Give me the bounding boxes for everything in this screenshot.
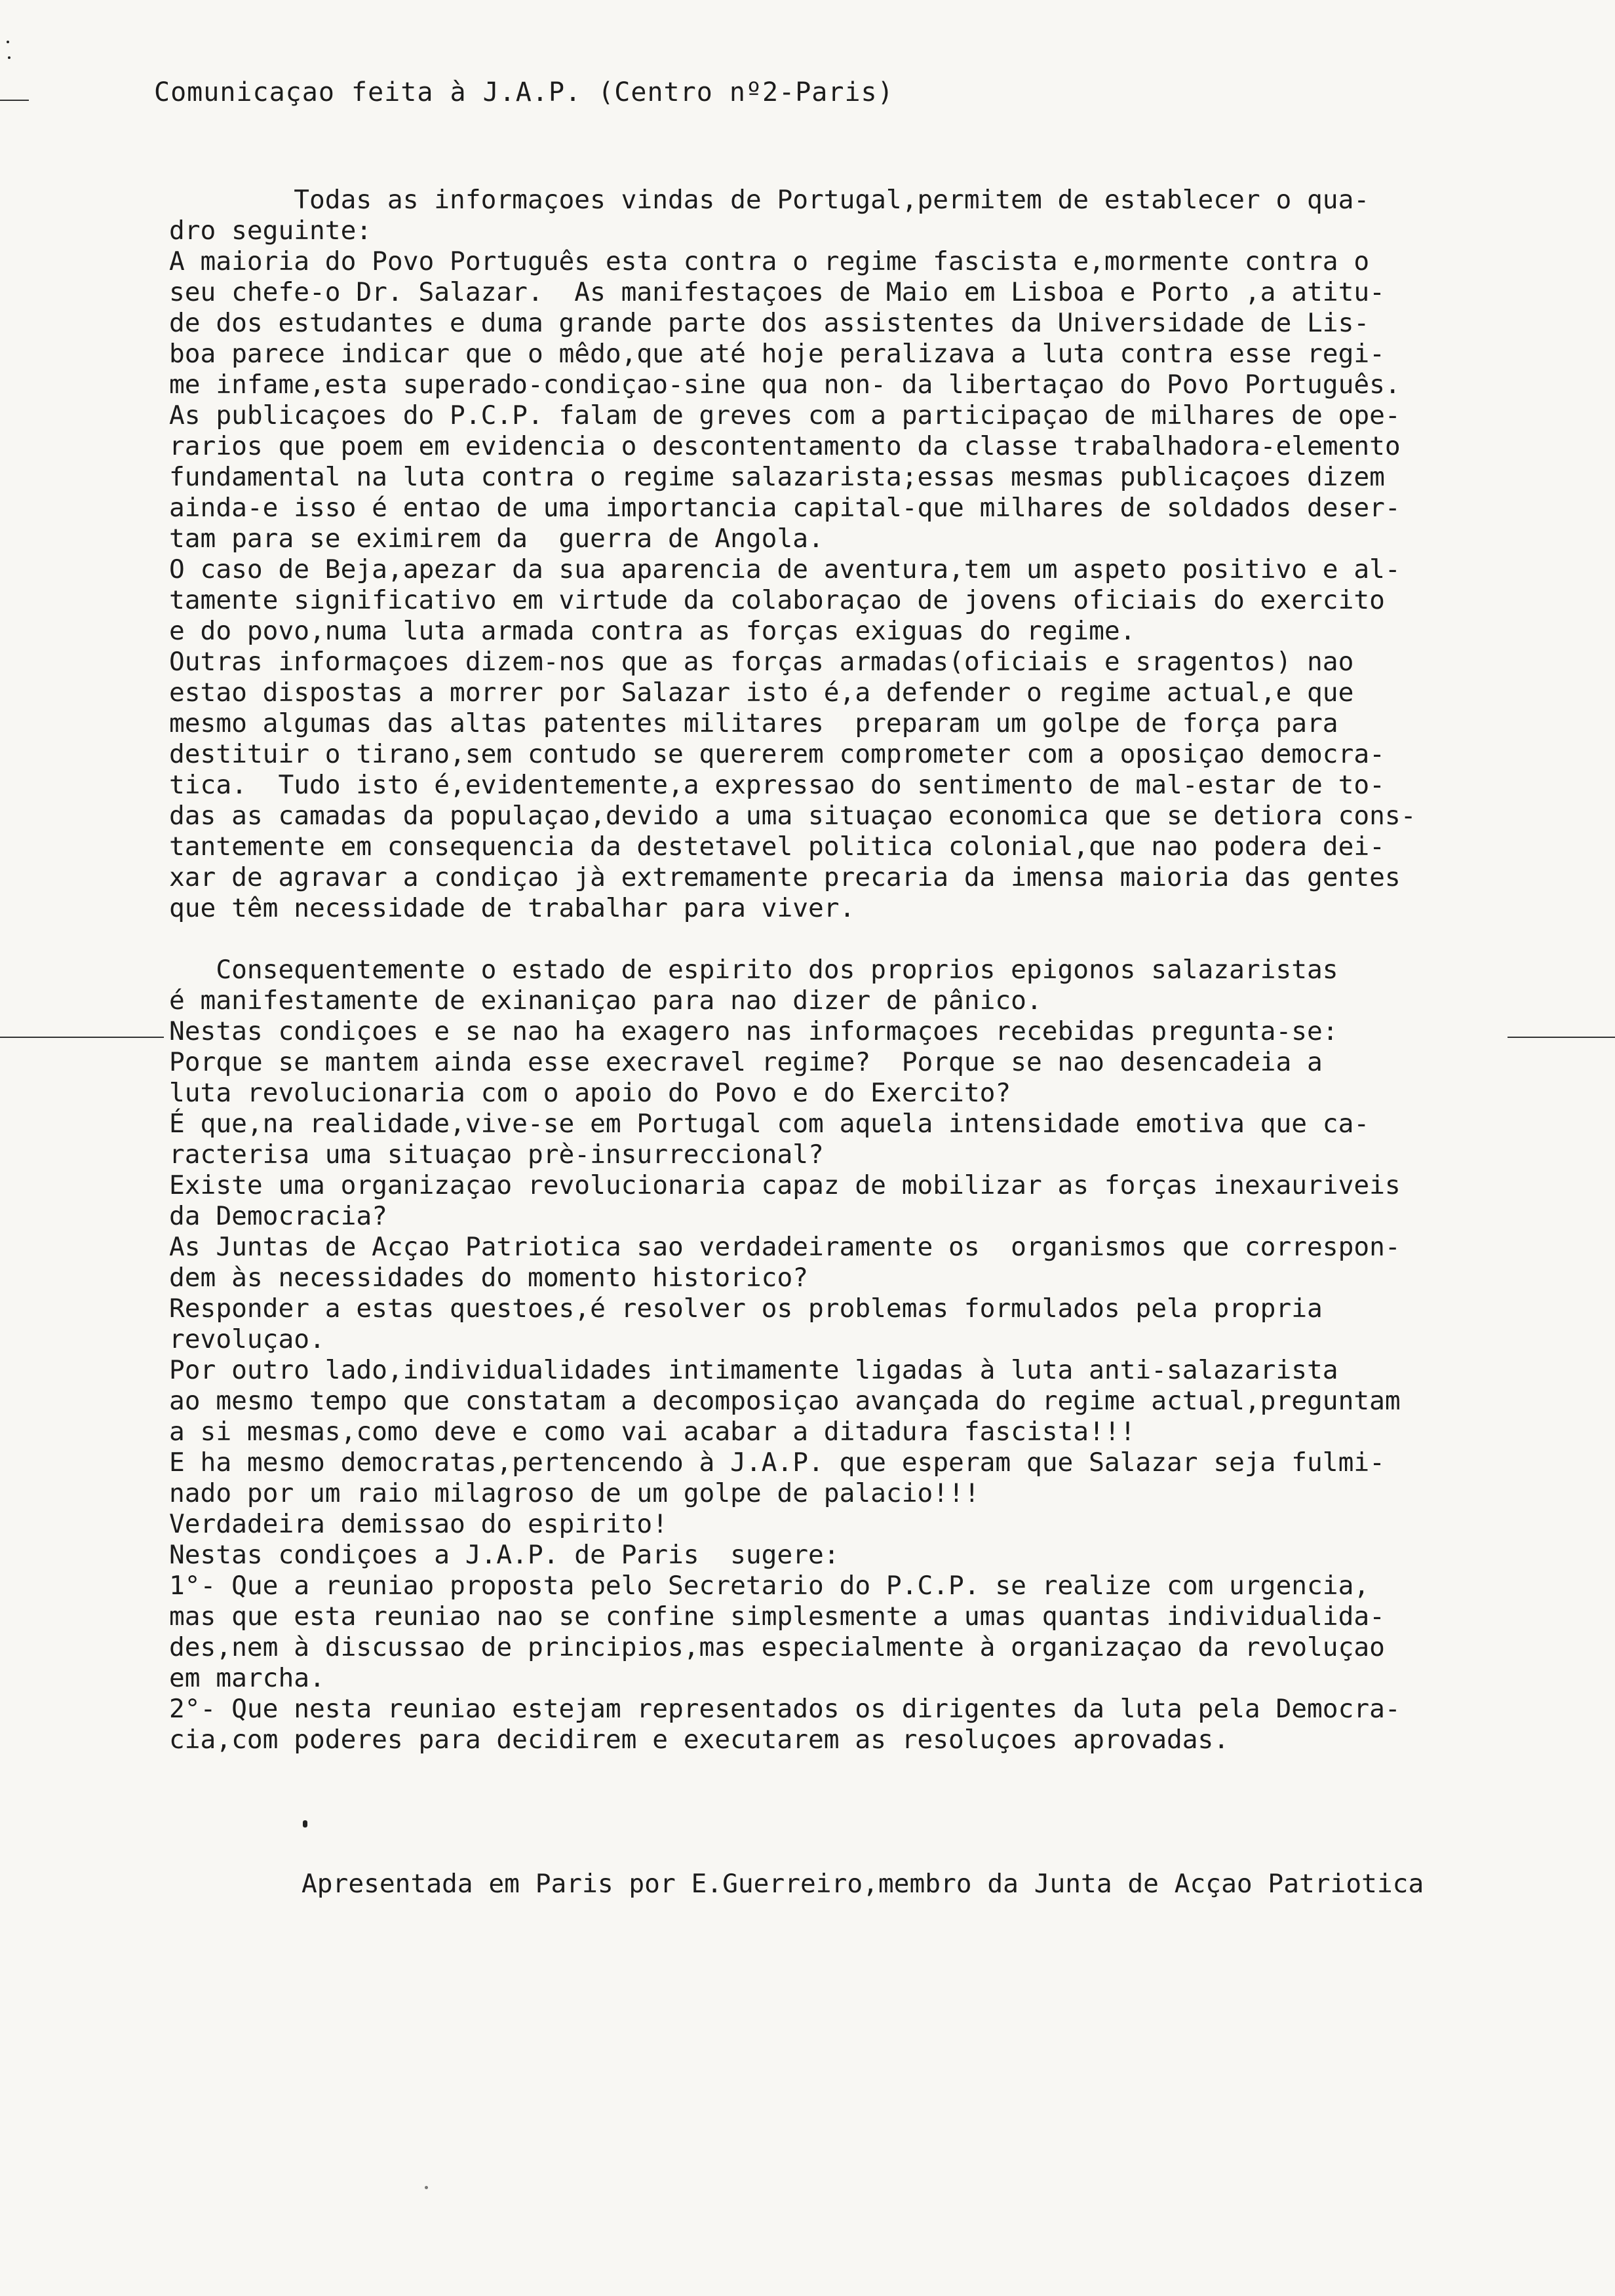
body-line: As Juntas de Acçao Patriotica sao verdadeiramente os organismos que correspon-	[169, 1232, 1401, 1262]
margin-tick-left-top	[0, 100, 29, 101]
body-line: dro seguinte:	[169, 216, 372, 246]
body-line: em marcha.	[169, 1663, 325, 1693]
body-line: dem às necessidades do momento historico?	[169, 1263, 809, 1293]
body-line: Existe uma organizaçao revolucionaria capaz de mobilizar as forças inexauriveis	[169, 1170, 1401, 1200]
body-line: O caso de Beja,apezar da sua aparencia de aventura,tem um aspeto positivo e al-	[169, 554, 1401, 584]
body-line: rarios que poem em evidencia o descontentamento da classe trabalhadora-elemento	[169, 431, 1401, 461]
body-line: tica. Tudo isto é,evidentemente,a expressao do sentimento de mal-estar de to-	[169, 770, 1385, 800]
body-line: tantemente em consequencia da destetavel politica colonial,que nao podera dei-	[169, 832, 1385, 862]
signature-line: Apresentada em Paris por E.Guerreiro,membro da Junta de Acçao Patriotica	[302, 1869, 1424, 1899]
body-line: luta revolucionaria com o apoio do Povo e do Exercito?	[169, 1078, 1011, 1108]
fold-line-left	[0, 1037, 164, 1038]
body-line: ao mesmo tempo que constatam a decomposiçao avançada do regime actual,preguntam	[169, 1386, 1401, 1416]
body-line: estao dispostas a morrer por Salazar isto é,a defender o regime actual,e que	[169, 678, 1354, 708]
body-line: das as camadas da populaçao,devido a uma situaçao economica que se detiora cons-	[169, 801, 1416, 831]
body-line: ainda-e isso é entao de uma importancia capital-que milhares de soldados deser-	[169, 493, 1401, 523]
margin-dot-top	[7, 41, 9, 43]
paragraph-gap	[169, 924, 1598, 955]
body-line: mesmo algumas das altas patentes militares preparam um golpe de força para	[169, 708, 1338, 738]
body-line: É que,na realidade,vive-se em Portugal com aquela intensidade emotiva que ca-	[169, 1109, 1370, 1139]
body-line: Outras informaçoes dizem-nos que as forças armadas(oficiais e sragentos) nao	[169, 647, 1354, 677]
body-line: Por outro lado,individualidades intimamente ligadas à luta anti-salazarista	[169, 1355, 1338, 1385]
body-line: cia,com poderes para decidirem e executarem as resoluçoes aprovadas.	[169, 1725, 1230, 1755]
body-line: é manifestamente de exinaniçao para nao dizer de pânico.	[169, 985, 1042, 1016]
body-line: des,nem à discussao de principios,mas especialmente à organizaçao da revoluçao	[169, 1632, 1385, 1662]
body-line: A maioria do Povo Português esta contra o regime fascista e,mormente contra o	[169, 246, 1370, 277]
body-line: Consequentemente o estado de espirito dos proprios epigonos salazaristas	[169, 955, 1338, 985]
body-line: destituir o tirano,sem contudo se quererem comprometer com a oposiçao democra-	[169, 739, 1385, 769]
body-line: que têm necessidade de trabalhar para viver.	[169, 893, 855, 923]
body-line: 2°- Que nesta reuniao estejam representados os dirigentes da luta pela Democra-	[169, 1694, 1401, 1724]
body-line: Todas as informaçoes vindas de Portugal,permitem de establecer o qua-	[169, 185, 1370, 215]
body-line: mas que esta reuniao nao se confine simplesmente a umas quantas individualida-	[169, 1601, 1385, 1632]
stray-ink-dot-2	[425, 2186, 428, 2189]
body-line: revoluçao.	[169, 1324, 325, 1354]
body-line: Responder a estas questoes,é resolver os problemas formulados pela propria	[169, 1293, 1323, 1324]
body-line: Porque se mantem ainda esse execravel regime? Porque se nao desencadeia a	[169, 1047, 1323, 1077]
body-line: me infame,esta superado-condiçao-sine qua non- da libertaçao do Povo Português.	[169, 370, 1401, 400]
body-line: a si mesmas,como deve e como vai acabar a ditadura fascista!!!	[169, 1417, 1136, 1447]
body-line: seu chefe-o Dr. Salazar. As manifestaçoes de Maio em Lisboa e Porto ,a atitu-	[169, 277, 1385, 307]
margin-dot-top-2	[8, 56, 10, 59]
body-line: Verdadeira demissao do espirito!	[169, 1509, 668, 1539]
stray-ink-dot	[303, 1820, 307, 1827]
body-line: da Democracia?	[169, 1201, 387, 1231]
body-line: 1°- Que a reuniao proposta pelo Secretario do P.C.P. se realize com urgencia,	[169, 1571, 1370, 1601]
body-line: Nestas condiçoes e se nao ha exagero nas informaçoes recebidas pregunta-se:	[169, 1016, 1338, 1046]
body-line: e do povo,numa luta armada contra as forças exiguas do regime.	[169, 616, 1136, 646]
body-line: de dos estudantes e duma grande parte dos assistentes da Universidade de Lis-	[169, 308, 1370, 338]
body-line: Nestas condiçoes a J.A.P. de Paris sugere:	[169, 1540, 840, 1570]
body-line: tam para se eximirem da guerra de Angola.	[169, 524, 824, 554]
document-body	[169, 185, 1598, 1755]
body-line: As publicaçoes do P.C.P. falam de greves com a participaçao de milhares de ope-	[169, 400, 1401, 430]
body-line: E ha mesmo democratas,pertencendo à J.A.P. que esperam que Salazar seja fulmi-	[169, 1447, 1385, 1478]
body-line: xar de agravar a condiçao jà extremamente precaria da imensa maioria das gentes	[169, 862, 1401, 892]
body-line: fundamental na luta contra o regime salazarista;essas mesmas publicaçoes dizem	[169, 462, 1385, 492]
body-line: nado por um raio milagroso de um golpe de palacio!!!	[169, 1478, 980, 1508]
body-line: racterisa uma situaçao prè-insurreccional?	[169, 1139, 824, 1170]
document-title: Comunicaçao feita à J.A.P. (Centro nº2-Paris)	[154, 77, 894, 107]
body-line: boa parece indicar que o mêdo,que até hoje peralizava a luta contra esse regi-	[169, 339, 1385, 369]
body-line: tamente significativo em virtude da colaboraçao de jovens oficiais do exercito	[169, 585, 1385, 615]
